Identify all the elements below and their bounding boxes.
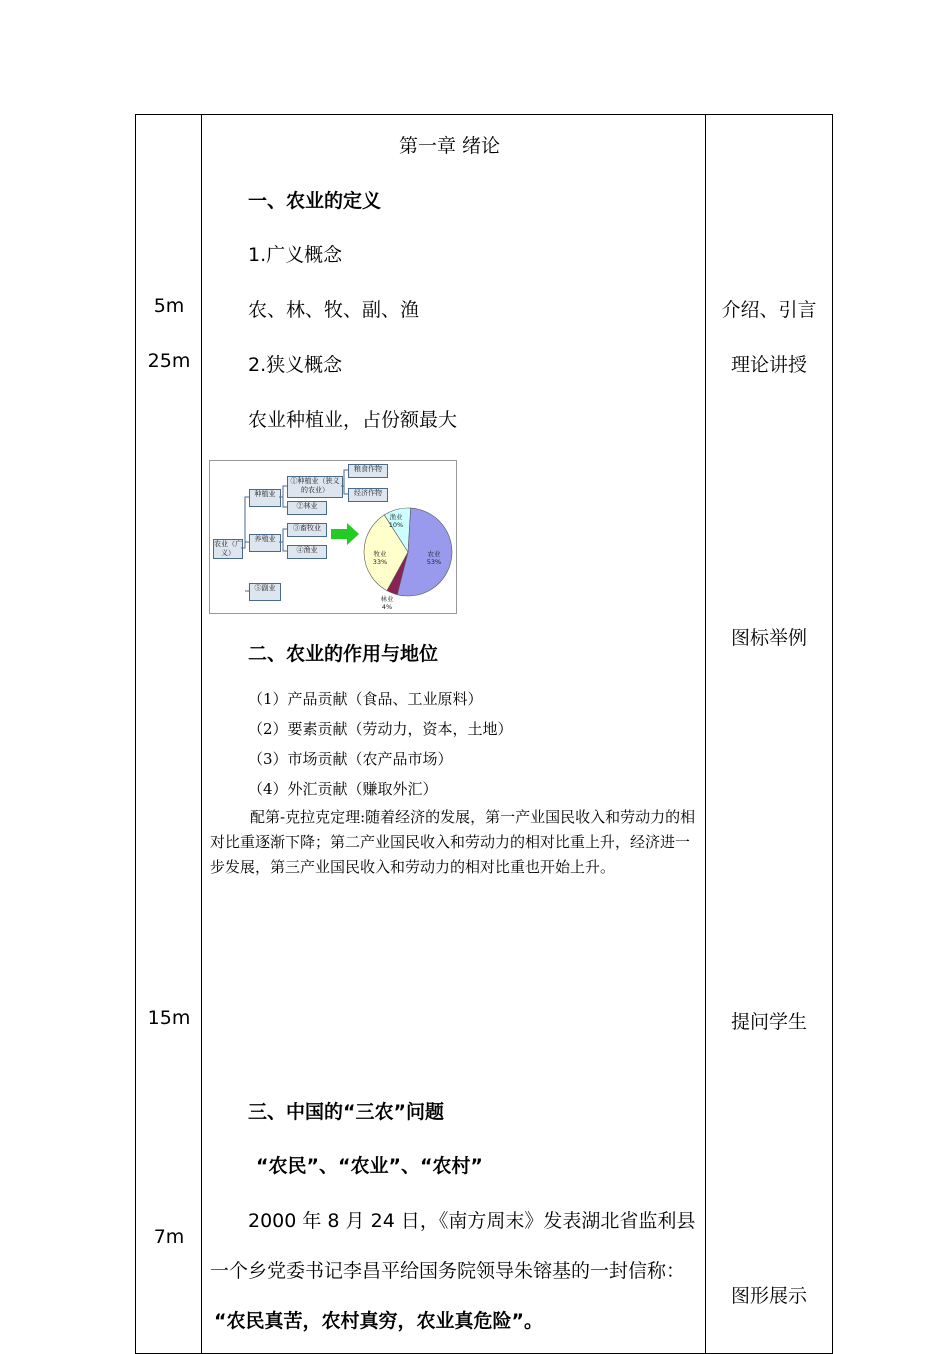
pie-label: 牧业	[373, 550, 387, 558]
lesson-plan-table	[135, 114, 833, 1354]
letter-line: 一个乡党委书记李昌平给国务院领导朱镕基的一封信称：	[210, 1260, 686, 1282]
method-label: 理论讲授	[730, 354, 807, 376]
three-nong-text: “农民”、“农业”、“农村”	[256, 1155, 483, 1177]
right-arrow-icon	[331, 523, 359, 545]
pie-label: 4%	[381, 603, 393, 611]
contribution-item: （4）外汇贡献（赚取外汇）	[248, 780, 438, 798]
letter-line: 2000 年 8 月 24 日，《南方周末》发表湖北省监利县	[248, 1210, 696, 1232]
diagram-sub-box: ①种植业（狭义的农业）	[287, 476, 343, 498]
narrow-concept-text: 农业种植业，占份额最大	[248, 409, 458, 431]
diagram-connectors	[210, 461, 456, 613]
section1-heading: 一、农业的定义	[248, 190, 382, 212]
root-connector	[241, 497, 249, 591]
agriculture-diagram	[209, 460, 457, 614]
pie-label: 33%	[372, 558, 388, 566]
contribution-item: （3）市场贡献（农产品市场）	[248, 750, 453, 768]
broad-concept-text: 农、林、牧、副、渔	[248, 299, 420, 321]
broad-concept-heading: 1.广义概念	[248, 244, 343, 266]
diagram-sub-box: ④渔业	[287, 545, 327, 559]
diagram-branch-box: 养殖业	[249, 534, 281, 552]
pie-chart	[364, 508, 452, 611]
clark-theorem-paragraph: 配第-克拉克定理:随着经济的发展，第一产业国民收入和劳动力的相对比重逐渐下降；第二产业国民收入和劳动力的相对比重上升，经济进一步发展，第三产业国民收入和劳动力的相对比重也开始上升。	[210, 808, 696, 876]
diagram-crop-box: 经济作物	[348, 488, 388, 502]
narrow-concept-heading: 2.狭义概念	[248, 354, 343, 376]
time-label: 25m	[147, 350, 191, 372]
diagram-sub-box: ③畜牧业	[287, 523, 327, 537]
planting-connector	[279, 486, 287, 507]
contribution-item: （2）要素贡献（劳动力，资本，土地）	[248, 720, 513, 738]
pie-label: 农业	[427, 550, 441, 558]
time-label: 15m	[147, 1007, 191, 1029]
diagram-branch-box: 种植业	[249, 489, 281, 507]
time-label: 7m	[153, 1226, 185, 1248]
method-label: 图形展示	[730, 1285, 807, 1307]
pie-label: 53%	[426, 558, 442, 566]
diagram-branch-box: ⑤副业	[249, 583, 281, 601]
time-label: 5m	[153, 295, 185, 317]
section2-heading: 二、农业的作用与地位	[248, 643, 439, 665]
method-label: 介绍、引言	[721, 299, 817, 321]
letter-quote: “农民真苦，农村真穷，农业真危险”。	[214, 1310, 543, 1332]
section3-heading: 三、中国的“三农”问题	[248, 1101, 444, 1123]
contribution-item: （1）产品贡献（食品、工业原料）	[248, 690, 483, 708]
diagram-root-box: 农业（广义）	[214, 540, 242, 557]
method-label: 图标举例	[730, 627, 807, 649]
diagram-crop-box: 粮食作物	[348, 464, 388, 478]
method-label: 提问学生	[730, 1011, 807, 1033]
raising-connector	[279, 529, 287, 551]
diagram-sub-box: ②林业	[287, 501, 327, 515]
pie-label: 林业	[380, 595, 394, 603]
chapter-title: 第一章 绪论	[399, 135, 501, 157]
pie-label: 渔业	[389, 513, 403, 521]
pie-label: 10%	[388, 521, 404, 529]
crop-connector	[341, 470, 348, 494]
